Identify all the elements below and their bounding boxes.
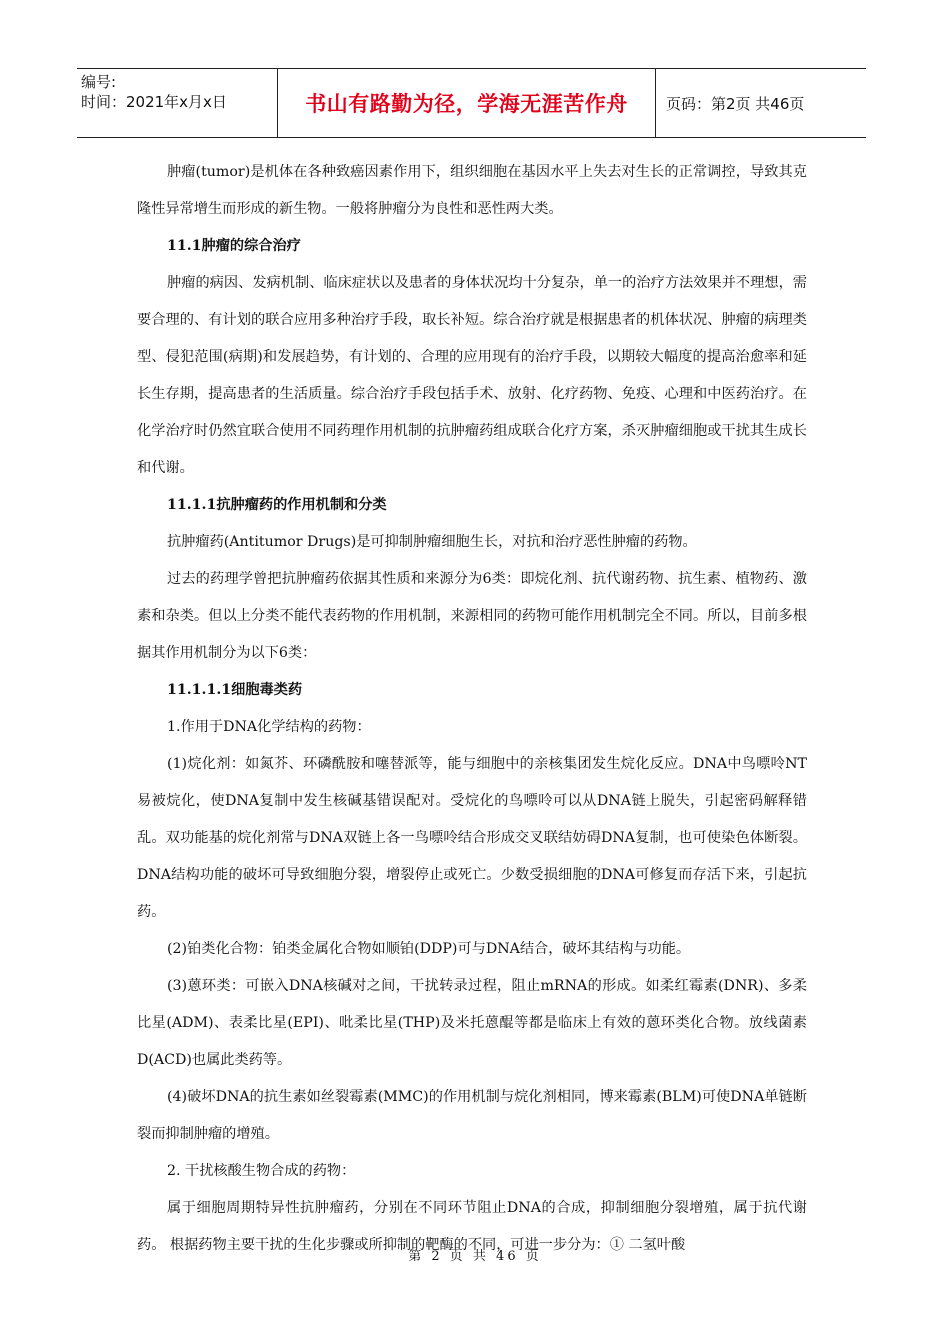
body-paragraph: 属于细胞周期特异性抗肿瘤药，分别在不同环节阻止DNA的合成，抑制细胞分裂增殖，属于抗代谢药。 根据药物主要干扰的生化步骤或所抑制的靶酶的不同，可进一步分为：① 二氢叶酸 xyxy=(137,1200,807,1253)
section-heading: 11.1.1抗肿瘤药的作用机制和分类 xyxy=(167,497,387,513)
body-paragraph: 抗肿瘤药(Antitumor Drugs)是可抑制肿瘤细胞生长，对抗和治疗恶性肿瘤的药物。 xyxy=(167,534,697,550)
body-paragraph: 1.作用于DNA化学结构的药物： xyxy=(167,719,371,735)
body-paragraph: 肿瘤(tumor)是机体在各种致癌因素作用下，组织细胞在基因水平上失去对生长的正常调控，导致其克隆性异常增生而形成的新生物。一般将肿瘤分为良性和恶性两大类。 xyxy=(137,164,807,217)
header-meta-cell xyxy=(77,69,277,137)
body-paragraph: 肿瘤的病因、发病机制、临床症状以及患者的身体状况均十分复杂，单一的治疗方法效果并不理想，需要合理的、有计划的联合应用多种治疗手段，取长补短。综合治疗就是根据患者的机体状况、肿瘤的病理类型、侵犯范围(病期)和发展趋势，有计划的、合理的应用现有的治疗手段，以期较大幅度的提高治愈率和延长生存期，提高患者的生活质量。综合治疗手段包括手术、放射、化疗药物、免疫、心理和中医药治疗。在化学治疗时仍然宜联合使用不同药理作用机制的抗肿瘤药组成联合化疗方案，杀灭肿瘤细胞或干扰其生成长和代谢。 xyxy=(137,275,807,476)
body-paragraph: 2. 干扰核酸生物合成的药物： xyxy=(167,1163,356,1179)
header-page-code xyxy=(660,69,866,137)
body-paragraph: (1)烷化剂：如氮芥、环磷酰胺和噻替派等，能与细胞中的亲核集团发生烷化反应。DNA中鸟嘌呤NT易被烷化，使DNA复制中发生核碱基错误配对。受烷化的鸟嘌呤可以从DNA链上脱失，引起密码解释错乱。双功能基的烷化剂常与DNA双链上各一鸟嘌呤结合形成交叉联结妨碍DNA复制，也可使染色体断裂。DNA结构功能的破坏可导致细胞分裂，增裂停止或死亡。少数受损细胞的DNA可修复而存活下来，引起抗药。 xyxy=(137,756,807,920)
document-body xyxy=(137,154,807,1264)
page-footer: 第 2 页 共 46 页 xyxy=(408,1249,542,1264)
header-divider xyxy=(655,69,656,137)
doc-number-label: 编号: xyxy=(81,73,117,91)
body-paragraph: (3)蒽环类：可嵌入DNA核碱对之间，干扰转录过程，阻止mRNA的形成。如柔红霉素(DNR)、多柔比星(ADM)、表柔比星(EPI)、吡柔比星(THP)及米托蒽醌等都是临床上有效的蒽环类化合物。放线菌素D(ACD)也属此类药等。 xyxy=(137,978,807,1068)
page-header xyxy=(77,68,866,138)
header-motto: 书山有路勤为径，学海无涯苦作舟 xyxy=(305,92,628,116)
section-heading: 11.1.1.1细胞毒类药 xyxy=(167,682,303,698)
body-paragraph: (2)铂类化合物：铂类金属化合物如顺铂(DDP)可与DNA结合，破坏其结构与功能。 xyxy=(167,941,691,957)
body-paragraph: 过去的药理学曾把抗肿瘤药依据其性质和来源分为6类：即烷化剂、抗代谢药物、抗生素、植物药、激素和杂类。但以上分类不能代表药物的作用机制，来源相同的药物可能作用机制完全不同。所以，目前多根据其作用机制分为以下6类： xyxy=(137,571,807,661)
doc-time-label: 时间：2021年x月x日 xyxy=(81,93,227,111)
section-heading: 11.1肿瘤的综合治疗 xyxy=(167,238,301,254)
body-paragraph: (4)破坏DNA的抗生素如丝裂霉素(MMC)的作用机制与烷化剂相同，博来霉素(BLM)可使DNA单链断裂而抑制肿瘤的增殖。 xyxy=(137,1089,807,1142)
page-code-text: 页码：第2页 共46页 xyxy=(666,94,805,113)
